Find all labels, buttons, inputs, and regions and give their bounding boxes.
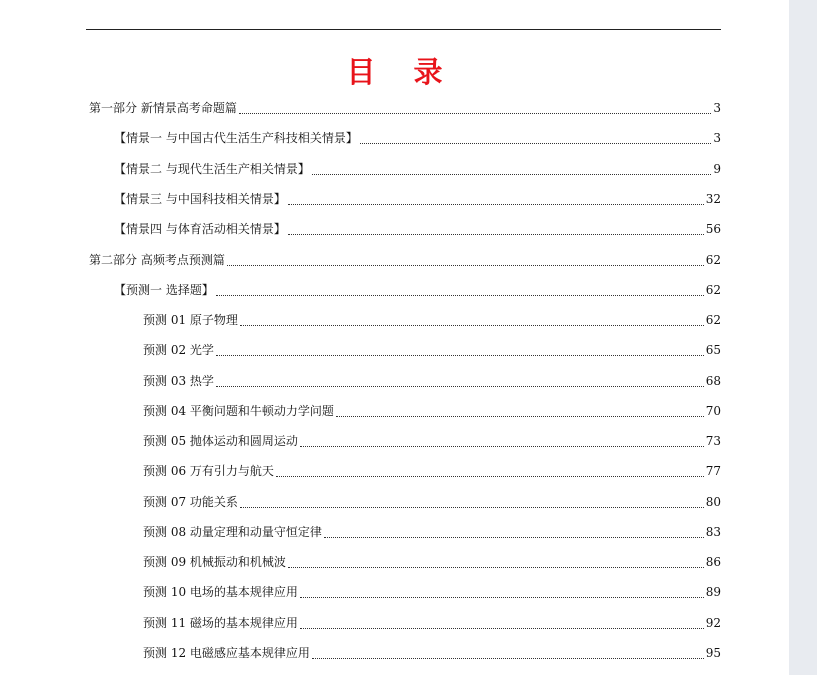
toc-page-number: 56 [705,222,721,236]
toc-entry-label: 预测 01 原子物理 [143,313,238,327]
toc-page-number: 62 [705,283,721,297]
toc-entry-item-09[interactable] [143,553,721,573]
toc-entry-label: 预测 02 光学 [143,343,214,357]
toc-page-number: 3 [713,131,721,145]
dot-leader [240,325,704,326]
toc-entry-scenario-4[interactable] [114,220,721,240]
toc-entry-label: 【情景三 与中国科技相关情景】 [114,192,286,206]
toc-entry-label: 预测 08 动量定理和动量守恒定律 [143,525,322,539]
toc-entry-scenario-2[interactable] [114,160,721,180]
toc-entry-part-1[interactable] [89,99,721,119]
toc-entry-label: 预测 03 热学 [143,374,214,388]
toc-page-number: 9 [713,162,721,176]
toc-entry-label: 【情景四 与体育活动相关情景】 [114,222,286,236]
toc-entry-label: 预测 07 功能关系 [143,495,238,509]
toc-entry-label: 预测 09 机械振动和机械波 [143,555,286,569]
dot-leader [288,234,704,235]
dot-leader [288,204,704,205]
toc-entry-item-10[interactable] [143,583,721,603]
toc-page-number: 73 [705,434,721,448]
dot-leader [227,265,704,266]
dot-leader [216,386,704,387]
toc-entry-item-01[interactable] [143,311,721,331]
toc-entry-item-07[interactable] [143,493,721,513]
toc-page-number: 65 [705,343,721,357]
toc-entry-item-11[interactable] [143,614,721,634]
dot-leader [300,446,704,447]
toc-page-number: 83 [705,525,721,539]
toc-entry-label: 预测 06 万有引力与航天 [143,464,274,478]
toc-entry-label: 第一部分 新情景高考命题篇 [89,101,237,115]
toc-entry-label: 【情景二 与现代生活生产相关情景】 [114,162,310,176]
dot-leader [312,658,704,659]
dot-leader [312,174,712,175]
toc-entry-label: 预测 10 电场的基本规律应用 [143,585,298,599]
dot-leader [239,113,712,114]
dot-leader [336,416,704,417]
toc-entry-item-12[interactable] [143,644,721,664]
toc-entry-label: 第二部分 高频考点预测篇 [89,253,225,267]
dot-leader [360,143,712,144]
dot-leader [276,476,704,477]
toc-entry-prediction-1[interactable] [114,281,721,301]
toc-page-number: 95 [705,646,721,660]
dot-leader [300,628,704,629]
toc-page-number: 80 [705,495,721,509]
dot-leader [216,355,704,356]
dot-leader [240,507,704,508]
toc-page-number: 3 [713,101,721,115]
toc-entry-part-2[interactable] [89,251,721,271]
toc-entry-label: 预测 11 磁场的基本规律应用 [143,616,298,630]
toc-entry-item-04[interactable] [143,402,721,422]
toc-page-number: 70 [705,404,721,418]
dot-leader [288,567,704,568]
toc-page-number: 86 [705,555,721,569]
toc-entry-scenario-1[interactable] [114,129,721,149]
viewer-scroll-gutter[interactable] [789,0,817,675]
toc-entry-scenario-3[interactable] [114,190,721,210]
dot-leader [324,537,704,538]
dot-leader [216,295,704,296]
toc-page-number: 62 [705,253,721,267]
toc-page-number: 68 [705,374,721,388]
toc-entry-item-02[interactable] [143,341,721,361]
toc-page-number: 62 [705,313,721,327]
toc-page-number: 77 [705,464,721,478]
toc-entry-label: 【预测一 选择题】 [114,283,214,297]
toc-entry-label: 【情景一 与中国古代生活生产科技相关情景】 [114,131,358,145]
toc-entry-item-03[interactable] [143,372,721,392]
toc-entry-label: 预测 04 平衡问题和牛顿动力学问题 [143,404,334,418]
toc-entry-label: 预测 12 电磁感应基本规律应用 [143,646,310,660]
dot-leader [300,597,704,598]
toc-page-number: 32 [705,192,721,206]
toc-entry-item-05[interactable] [143,432,721,452]
header-rule [86,29,721,30]
page-title: 目 录 [346,55,457,89]
toc-entry-item-06[interactable] [143,462,721,482]
toc-entry-item-08[interactable] [143,523,721,543]
toc-page-number: 92 [705,616,721,630]
toc-page-number: 89 [705,585,721,599]
toc-entry-label: 预测 05 抛体运动和圆周运动 [143,434,298,448]
